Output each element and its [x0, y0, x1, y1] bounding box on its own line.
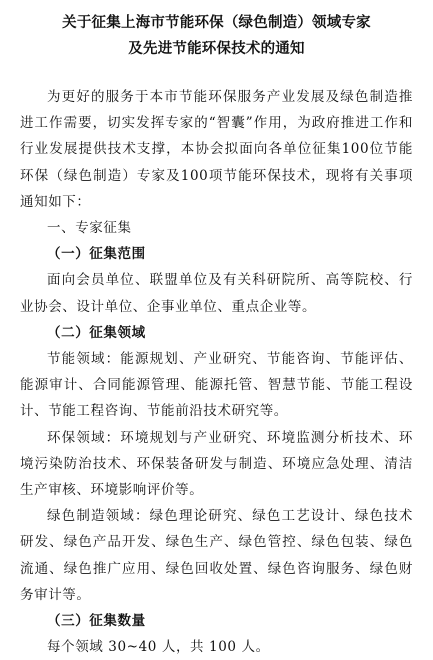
title-line-2: 及先进节能环保技术的通知: [128, 41, 305, 57]
scope-paragraph: 面向会员单位、联盟单位及有关科研院所、高等院校、行业协会、设计单位、企事业单位、重点企业等。: [20, 272, 413, 315]
subsection-heading-scope: （一）征集范围: [47, 246, 146, 263]
energy-saving-field-paragraph: 节能领域：能源规划、产业研究、节能咨询、节能评估、能源审计、合同能源管理、能源托管、智慧节能、节能工程设计、节能工程咨询、节能前沿技术研究等。: [20, 351, 413, 420]
title-line-1: 关于征集上海市节能环保（绿色制造）领域专家: [62, 15, 371, 31]
section-heading-expert-collection: 一、专家征集: [47, 220, 132, 237]
environmental-field-paragraph: 环保领域：环境规划与产业研究、环境监测分析技术、环境污染防治技术、环保装备研发与制造、环境应急处理、清洁生产审核、环境影响评价等。: [20, 429, 413, 499]
subsection-heading-quantity: （三）征集数量: [47, 613, 146, 630]
intro-paragraph: 为更好的服务于本市节能环保服务产业发展及绿色制造推进工作需要，切实发挥专家的“智囊”作用，为政府推进工作和行业发展提供技术支撑，本协会拟面向各单位征集100位节能环保（绿色制造）专家及100项节能环保技术，现将有关事项通知如下：: [20, 89, 413, 210]
green-manufacturing-field-paragraph: 绿色制造领域：绿色理论研究、绿色工艺设计、绿色技术研发、绿色产品开发、绿色生产、绿色管控、绿色包装、绿色流通、绿色推广应用、绿色回收处置、绿色咨询服务、绿色财务审计等。: [20, 508, 413, 603]
quantity-paragraph: 每个领域 30~40 人，共 100 人。: [47, 639, 270, 656]
document-title: [20, 10, 413, 62]
subsection-heading-fields: （二）征集领域: [47, 324, 146, 341]
